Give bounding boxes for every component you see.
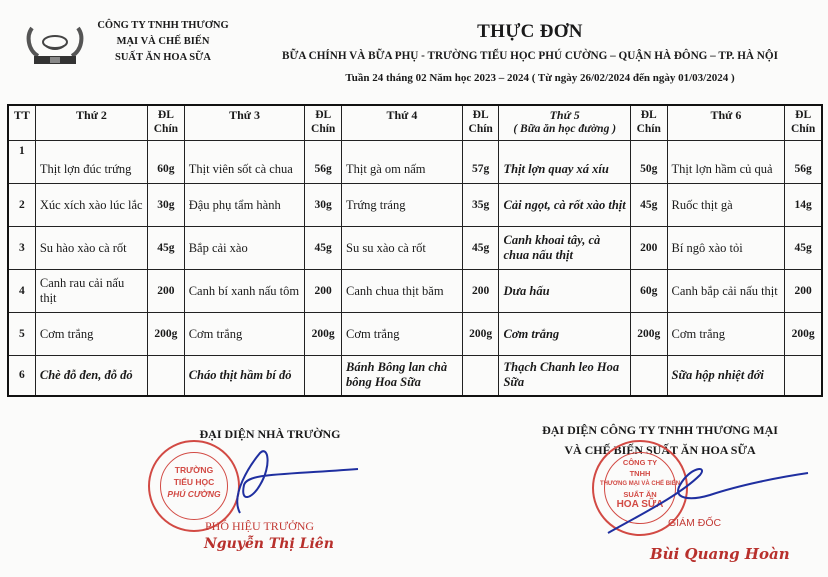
amount-cell	[785, 356, 822, 396]
amount-cell	[305, 356, 342, 396]
amount-cell: 200	[785, 270, 822, 313]
amount-cell: 14g	[785, 184, 822, 227]
company-line: MẠI VÀ CHẾ BIẾN	[116, 36, 210, 47]
amount-cell: 200	[630, 227, 667, 270]
company-name	[88, 18, 238, 66]
company-signer-role: GIÁM ĐỐC	[668, 517, 722, 529]
school-stamp-icon: TRƯỜNG TIỂU HỌC PHÚ CƯỜNG	[148, 440, 240, 532]
dish-cell: Canh bắp cải nấu thịt	[667, 270, 785, 313]
dish-cell: Cháo thịt hầm bí đỏ	[184, 356, 305, 396]
col-header-day: Thứ 2	[35, 105, 147, 141]
col-header-amount: ĐL Chín	[785, 105, 822, 141]
week-range: Tuần 24 tháng 02 Năm học 2023 – 2024 ( Từ ngày 26/02/2024 đến ngày 01/03/2024 )	[345, 72, 735, 84]
col-header-amount: ĐL Chín	[148, 105, 185, 141]
company-signer-name: Bùi Quang Hoàn	[650, 545, 790, 563]
amount-cell: 57g	[462, 141, 499, 184]
amount-cell: 200g	[305, 313, 342, 356]
amount-cell: 30g	[148, 184, 185, 227]
col-header-day: Thứ 5 ( Bữa ăn học đường )	[499, 105, 630, 141]
col-header-subtitle: ( Bữa ăn học đường )	[513, 123, 617, 135]
dish-cell: Cơm trắng	[667, 313, 785, 356]
dish-cell: Thịt lợn quay xá xíu	[499, 141, 630, 184]
row-number: 5	[8, 313, 35, 356]
company-emblem-icon	[24, 22, 86, 68]
row-number: 4	[8, 270, 35, 313]
row-number: 6	[8, 356, 35, 396]
dish-cell: Thịt lợn hầm củ quả	[667, 141, 785, 184]
dish-cell: Su hào xào cà rốt	[35, 227, 147, 270]
company-line: CÔNG TY TNHH THƯƠNG	[97, 20, 229, 31]
amount-cell	[148, 356, 185, 396]
dish-cell: Thịt viên sốt cà chua	[184, 141, 305, 184]
table-row	[8, 184, 822, 227]
amount-cell: 60g	[630, 270, 667, 313]
amount-cell: 56g	[305, 141, 342, 184]
company-line: SUẤT ĂN HOA SỮA	[115, 52, 211, 63]
amount-cell: 45g	[148, 227, 185, 270]
amount-cell: 45g	[305, 227, 342, 270]
dish-cell: Canh rau cải nấu thịt	[35, 270, 147, 313]
col-header-day: Thứ 3	[184, 105, 305, 141]
col-header-amount: ĐL Chín	[305, 105, 342, 141]
dish-cell: Cơm trắng	[342, 313, 463, 356]
col-header-amount: ĐL Chín	[462, 105, 499, 141]
amount-cell: 200g	[462, 313, 499, 356]
table-row	[8, 356, 822, 396]
dish-cell: Đậu phụ tẩm hành	[184, 184, 305, 227]
amount-cell	[462, 356, 499, 396]
dish-cell: Ruốc thịt gà	[667, 184, 785, 227]
dish-cell: Sữa hộp nhiệt đới	[667, 356, 785, 396]
title-block	[232, 20, 828, 85]
dish-cell: Dưa hấu	[499, 270, 630, 313]
company-signature-heading: ĐẠI DIỆN CÔNG TY TNHH THƯƠNG MẠI	[542, 423, 778, 437]
amount-cell: 60g	[148, 141, 185, 184]
amount-cell: 200	[305, 270, 342, 313]
amount-cell: 200g	[630, 313, 667, 356]
dish-cell: Bắp cải xào	[184, 227, 305, 270]
school-signer-role: PHÓ HIỆU TRƯỞNG	[205, 519, 315, 533]
table-row	[8, 141, 822, 184]
dish-cell: Canh khoai tây, cà chua nấu thịt	[499, 227, 630, 270]
col-header-day: Thứ 4	[342, 105, 463, 141]
table-row	[8, 270, 822, 313]
amount-cell: 30g	[305, 184, 342, 227]
amount-cell: 200g	[148, 313, 185, 356]
dish-cell: Cơm trắng	[184, 313, 305, 356]
menu-table	[7, 104, 823, 397]
page-subtitle: BỮA CHÍNH VÀ BỮA PHỤ - TRƯỜNG TIỂU HỌC PHÚ CƯỜNG – QUẬN HÀ ĐÔNG – TP. HÀ NỘI	[282, 50, 778, 62]
dish-cell: Canh bí xanh nấu tôm	[184, 270, 305, 313]
row-number: 2	[8, 184, 35, 227]
dish-cell: Cơm trắng	[35, 313, 147, 356]
dish-cell: Thịt lợn đúc trứng	[35, 141, 147, 184]
dish-cell: Cải ngọt, cà rốt xào thịt	[499, 184, 630, 227]
amount-cell	[630, 356, 667, 396]
dish-cell: Chè đỗ đen, đỗ đỏ	[35, 356, 147, 396]
dish-cell: Su su xào cà rốt	[342, 227, 463, 270]
dish-cell: Xúc xích xào lúc lắc	[35, 184, 147, 227]
dish-cell: Thạch Chanh leo Hoa Sữa	[499, 356, 630, 396]
table-row	[8, 227, 822, 270]
amount-cell: 200	[148, 270, 185, 313]
col-header-amount: ĐL Chín	[630, 105, 667, 141]
col-header-day: Thứ 6	[667, 105, 785, 141]
page-title: THỰC ĐƠN	[477, 21, 583, 42]
dish-cell: Bí ngô xào tỏi	[667, 227, 785, 270]
amount-cell: 200g	[785, 313, 822, 356]
row-number: 3	[8, 227, 35, 270]
amount-cell: 200	[462, 270, 499, 313]
company-stamp-icon: CÔNG TY TNHH THƯƠNG MẠI VÀ CHẾ BIẾN SUẤT ĂN HOA SỮA	[592, 440, 688, 536]
school-signer-name: Nguyễn Thị Liên	[204, 536, 334, 552]
school-signature-heading: ĐẠI DIỆN NHÀ TRƯỜNG	[199, 427, 341, 441]
table-row	[8, 313, 822, 356]
table-header-row	[8, 105, 822, 141]
row-number: 1	[8, 141, 35, 184]
amount-cell: 56g	[785, 141, 822, 184]
dish-cell: Cơm trắng	[499, 313, 630, 356]
dish-cell: Canh chua thịt băm	[342, 270, 463, 313]
amount-cell: 45g	[462, 227, 499, 270]
amount-cell: 35g	[462, 184, 499, 227]
dish-cell: Trứng tráng	[342, 184, 463, 227]
dish-cell: Thịt gà om nấm	[342, 141, 463, 184]
amount-cell: 45g	[785, 227, 822, 270]
company-signature-heading: VÀ CHẾ BIẾN SUẤT ĂN HOA SỮA	[564, 443, 756, 457]
dish-cell: Bánh Bông lan chà bông Hoa Sữa	[342, 356, 463, 396]
col-header-tt: TT	[8, 105, 35, 141]
amount-cell: 45g	[630, 184, 667, 227]
amount-cell: 50g	[630, 141, 667, 184]
